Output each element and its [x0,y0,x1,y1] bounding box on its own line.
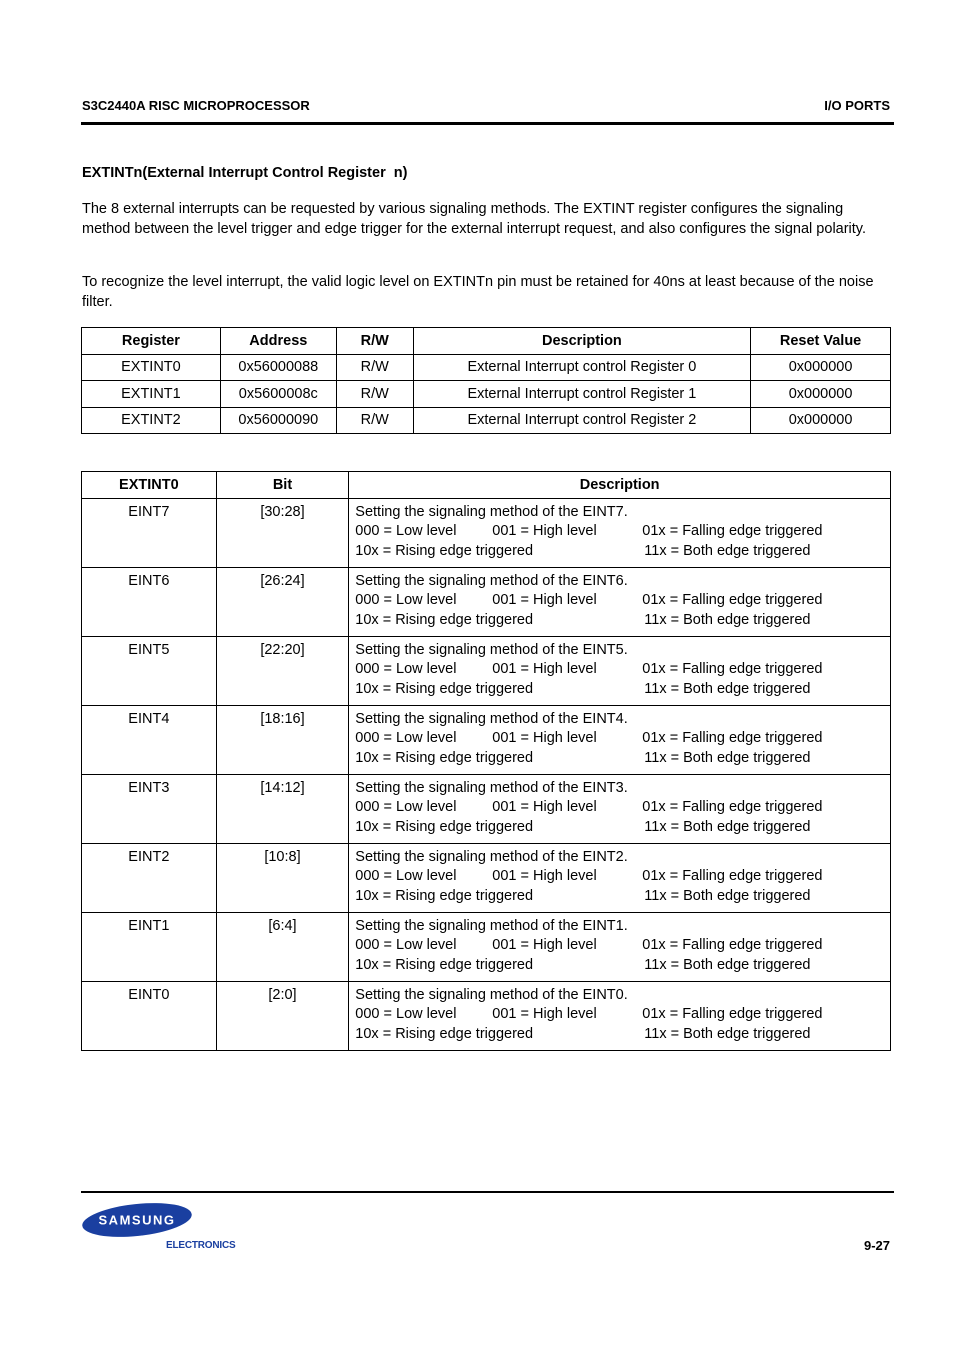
paragraph-2: To recognize the level interrupt, the valid logic level on EXTINTn pin must be retained for 40ns at least because of the noise filter. [82,274,874,310]
table-cell: 0x000000 [751,407,891,434]
table-row [82,637,891,706]
column-header: Register [82,328,221,355]
table-cell: External Interrupt control Register 0 [413,354,750,381]
field-description [349,775,891,844]
table-cell: EXTINT1 [82,381,221,408]
field-name: EINT4 [82,706,217,775]
paragraph-1: The 8 external interrupts can be requested by various signaling methods. The EXTINT register configures the signaling method between the level trigger and edge trigger for the external interrupt request, and also configures the signal polarity. [82,201,867,237]
table-row [82,407,891,434]
table-cell: EXTINT2 [82,407,221,434]
option-falling: 01x = Falling edge triggered [642,937,823,954]
option-both: 11x = Both edge triggered [644,956,811,973]
column-header: R/W [336,328,413,355]
description-text: Setting the signaling method of the EINT7. [355,504,628,520]
table-cell: External Interrupt control Register 2 [413,407,750,434]
table-cell: R/W [336,354,413,381]
option-high: 001 = High level [492,937,597,954]
table-row [82,354,891,381]
option-rising: 10x = Rising edge triggered [355,611,534,628]
option-falling: 01x = Falling edge triggered [642,661,823,678]
option-rising: 10x = Rising edge triggered [355,749,534,766]
field-name: EINT2 [82,844,217,913]
field-description [349,982,891,1051]
option-high: 001 = High level [492,592,597,609]
option-low: 000 = Low level [355,799,457,816]
field-description [349,913,891,982]
header-section: I/O PORTS [824,98,890,113]
option-rising: 10x = Rising edge triggered [355,1025,534,1042]
options-line-2 [355,956,884,975]
bit-table-header [82,472,891,499]
option-low: 000 = Low level [355,523,457,540]
options-line-1 [355,729,884,748]
description-text: Setting the signaling method of the EINT5. [355,642,628,658]
option-rising: 10x = Rising edge triggered [355,956,534,973]
table-row [82,844,891,913]
table-row [82,381,891,408]
field-name: EINT3 [82,775,217,844]
logo-text: SAMSUNG [98,1212,176,1228]
option-falling: 01x = Falling edge triggered [642,523,823,540]
field-name: EINT5 [82,637,217,706]
table-cell: 0x5600008c [220,381,336,408]
option-rising: 10x = Rising edge triggered [355,887,534,904]
column-header: Address [220,328,336,355]
option-rising: 10x = Rising edge triggered [355,542,534,559]
options-line-2 [355,542,884,561]
options-line-2 [355,749,884,768]
section-title: EXTINTn(External Interrupt Control Register n) [82,165,408,181]
description-text: Setting the signaling method of the EINT3. [355,780,628,796]
options-line-1 [355,867,884,886]
field-bits: [6:4] [216,913,349,982]
option-high: 001 = High level [492,1006,597,1023]
options-line-2 [355,1025,884,1044]
option-both: 11x = Both edge triggered [644,1025,811,1042]
description-text: Setting the signaling method of the EINT4. [355,711,628,727]
option-falling: 01x = Falling edge triggered [642,730,823,747]
register-table-header [82,328,891,355]
field-bits: [2:0] [216,982,349,1051]
field-bits: [18:16] [216,706,349,775]
options-line-1 [355,798,884,817]
field-bits: [10:8] [216,844,349,913]
samsung-logo [82,1202,194,1243]
table-cell: EXTINT0 [82,354,221,381]
option-falling: 01x = Falling edge triggered [642,592,823,609]
field-bits: [22:20] [216,637,349,706]
options-line-2 [355,887,884,906]
field-bits: [26:24] [216,568,349,637]
option-both: 11x = Both edge triggered [644,749,811,766]
table-cell: 0x56000090 [220,407,336,434]
option-falling: 01x = Falling edge triggered [642,799,823,816]
option-low: 000 = Low level [355,592,457,609]
options-line-1 [355,1005,884,1024]
table-cell: 0x000000 [751,381,891,408]
option-both: 11x = Both edge triggered [644,542,811,559]
bit-table [81,471,891,1051]
option-both: 11x = Both edge triggered [644,611,811,628]
column-header: Description [413,328,750,355]
option-low: 000 = Low level [355,661,457,678]
column-header: EXTINT0 [82,472,217,499]
option-low: 000 = Low level [355,1006,457,1023]
field-bits: [30:28] [216,499,349,568]
table-row [82,913,891,982]
table-row [82,706,891,775]
description-text: Setting the signaling method of the EINT2. [355,849,628,865]
field-name: EINT0 [82,982,217,1051]
logo-subtext: ELECTRONICS [166,1240,236,1251]
table-row [82,499,891,568]
field-name: EINT7 [82,499,217,568]
header-rule [81,122,894,125]
header-title: S3C2440A RISC MICROPROCESSOR [82,98,310,113]
option-high: 001 = High level [492,661,597,678]
option-low: 000 = Low level [355,730,457,747]
option-both: 11x = Both edge triggered [644,818,811,835]
option-both: 11x = Both edge triggered [644,887,811,904]
table-row [82,982,891,1051]
table-cell: External Interrupt control Register 1 [413,381,750,408]
register-table [81,327,891,434]
options-line-2 [355,680,884,699]
field-description [349,499,891,568]
option-falling: 01x = Falling edge triggered [642,868,823,885]
field-description [349,568,891,637]
option-rising: 10x = Rising edge triggered [355,680,534,697]
description-text: Setting the signaling method of the EINT1. [355,918,628,934]
option-high: 001 = High level [492,799,597,816]
options-line-2 [355,818,884,837]
table-cell: 0x56000088 [220,354,336,381]
column-header: Description [349,472,891,499]
field-description [349,706,891,775]
option-low: 000 = Low level [355,937,457,954]
option-falling: 01x = Falling edge triggered [642,1006,823,1023]
options-line-1 [355,936,884,955]
option-both: 11x = Both edge triggered [644,680,811,697]
table-row [82,775,891,844]
field-description [349,637,891,706]
field-name: EINT1 [82,913,217,982]
table-cell: R/W [336,381,413,408]
options-line-2 [355,611,884,630]
option-low: 000 = Low level [355,868,457,885]
footer-rule [81,1191,894,1193]
option-high: 001 = High level [492,523,597,540]
field-bits: [14:12] [216,775,349,844]
table-row [82,568,891,637]
description-text: Setting the signaling method of the EINT6. [355,573,628,589]
option-rising: 10x = Rising edge triggered [355,818,534,835]
table-cell: 0x000000 [751,354,891,381]
option-high: 001 = High level [492,868,597,885]
options-line-1 [355,660,884,679]
options-line-1 [355,591,884,610]
column-header: Bit [216,472,349,499]
description-text: Setting the signaling method of the EINT0. [355,987,628,1003]
field-description [349,844,891,913]
column-header: Reset Value [751,328,891,355]
field-name: EINT6 [82,568,217,637]
page-number: 9-27 [863,1238,890,1253]
option-high: 001 = High level [492,730,597,747]
table-cell: R/W [336,407,413,434]
options-line-1 [355,522,884,541]
